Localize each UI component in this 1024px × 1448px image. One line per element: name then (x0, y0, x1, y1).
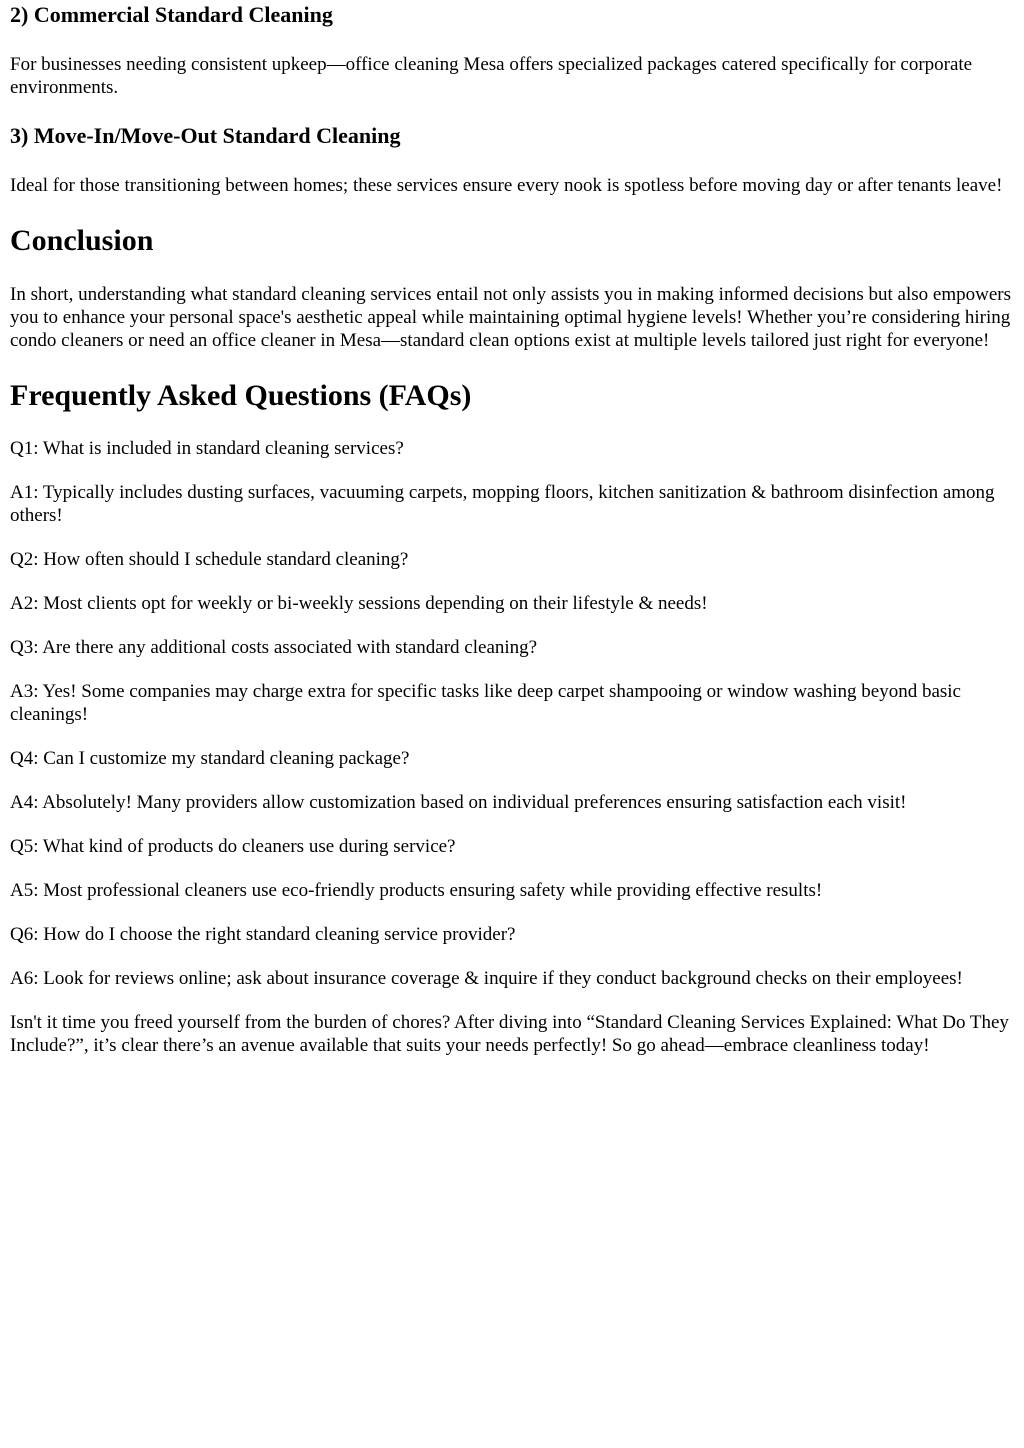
faq-question: Q6: How do I choose the right standard cleaning service provider? (10, 924, 516, 945)
faq-answer: A5: Most professional cleaners use eco-friendly products ensuring safety while providing effective results! (10, 880, 823, 901)
faq-answer: A3: Yes! Some companies may charge extra for specific tasks like deep carpet shampooing or window washing beyond basic cleanings! (10, 681, 961, 725)
faq-question: Q5: What kind of products do cleaners use during service? (10, 836, 456, 857)
faq-answer: A1: Typically includes dusting surfaces, vacuuming carpets, mopping floors, kitchen sanitization & bathroom disinfection among others! (10, 482, 995, 526)
faq-question: Q4: Can I customize my standard cleaning package? (10, 748, 410, 769)
faq-question: Q2: How often should I schedule standard cleaning? (10, 549, 409, 570)
movein-cleaning-paragraph: Ideal for those transitioning between homes; these services ensure every nook is spotless before moving day or after tenants leave! (10, 175, 1003, 196)
faq-list (10, 437, 1014, 1057)
movein-cleaning-heading: 3) Move-In/Move-Out Standard Cleaning (10, 123, 401, 148)
faq-question: Q3: Are there any additional costs associated with standard cleaning? (10, 637, 538, 658)
faq-answer: A6: Look for reviews online; ask about insurance coverage & inquire if they conduct background checks on their employees! (10, 968, 963, 989)
faq-heading: Frequently Asked Questions (FAQs) (10, 379, 472, 412)
closing-paragraph: Isn't it time you freed yourself from the burden of chores? After diving into “Standard Cleaning Services Explained: What Do They Include?”, it’s clear there’s an avenue available that suits your needs perfectly! So go ahead—embrace cleanliness today! (10, 1012, 1009, 1056)
faq-answer: A2: Most clients opt for weekly or bi-weekly sessions depending on their lifestyle & needs! (10, 593, 708, 614)
faq-question: Q1: What is included in standard cleaning services? (10, 438, 404, 459)
commercial-cleaning-heading: 2) Commercial Standard Cleaning (10, 2, 333, 27)
conclusion-paragraph: In short, understanding what standard cleaning services entail not only assists you in making informed decisions but also empowers you to enhance your personal space's aesthetic appeal while maintaining optimal hygiene levels! Whether you’re considering hiring condo cleaners or need an office cleaner in Mesa—standard clean options exist at multiple levels tailored just right for everyone! (10, 284, 1011, 351)
article-page (0, 2, 1024, 1057)
commercial-cleaning-paragraph: For businesses needing consistent upkeep—office cleaning Mesa offers specialized packages catered specifically for corporate environments. (10, 54, 973, 98)
faq-answer: A4: Absolutely! Many providers allow customization based on individual preferences ensuring satisfaction each visit! (10, 792, 907, 813)
conclusion-heading: Conclusion (10, 224, 154, 257)
